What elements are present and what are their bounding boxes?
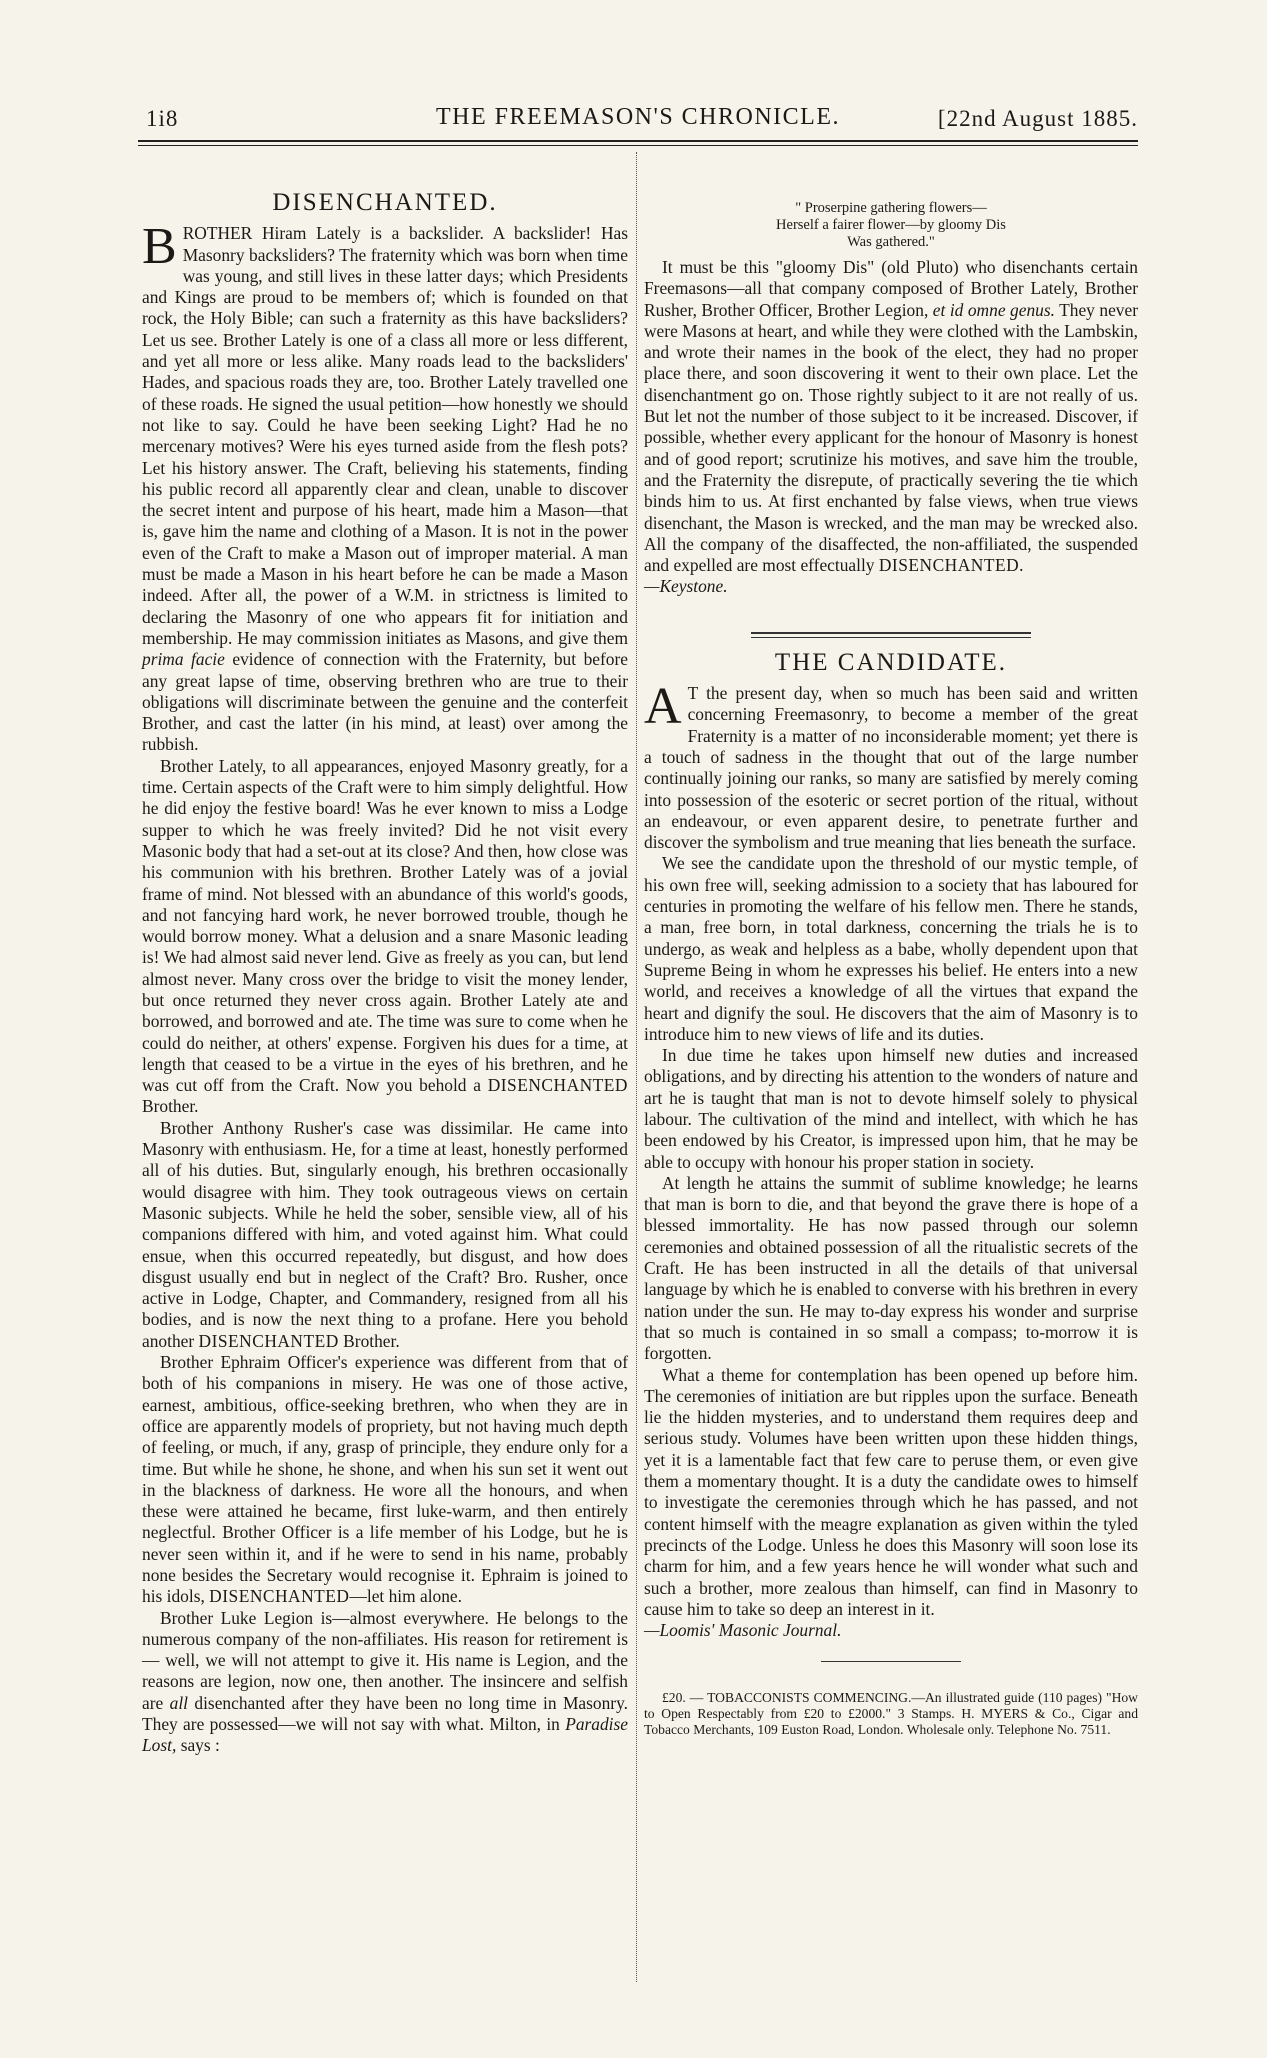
article1-paragraph [142, 1608, 628, 1757]
text-run: Brother Ephraim Officer's experience was different from that of both of his companions in misery. He was one of those active, earnest, ambitious, office-seeking brethren, who when they are in office are apparently models of propriety, but not having much depth of feeling, or much, if any, grasp of principle, they endure only for a time. But while he shone, he shone, and when his sun set it went out in the blackness of darkness. He wore all the honours, and when these were attained he became, first luke-warm, and then entirely neglectful. Brother Officer is a life member of his Lodge, but he is never seen within it, and if he were to send in his name, probably none besides the Secretary would recognise it. Ephraim is joined to his idols, [142, 1352, 628, 1607]
text-run: It must be this "gloomy Dis" (old Pluto) who disenchants certain Freemasons—all that company composed of Brother Lately, Brother Rusher, Brother Officer, Brother Legion, [644, 257, 1138, 320]
page-header [138, 104, 1138, 138]
dropcap: A [644, 678, 682, 736]
text-run: Brother Luke Legion is—almost everywhere. He belongs to the numerous company of the non-affiliates. His reason for retirement is — well, we will not attempt to give it. His name is Legion, and the reasons are legion, now one, then another. The insincere and selfish are [142, 1607, 628, 1713]
article1-paragraph [142, 756, 628, 1118]
dropcap: B [142, 218, 177, 276]
article-title-candidate: THE CANDIDATE. [774, 648, 1008, 676]
text-run: Brother. [343, 1330, 400, 1351]
left-column [142, 152, 628, 1757]
smallcaps-run: DISENCHANTED [209, 1586, 350, 1607]
article1-paragraph [142, 1352, 628, 1608]
text-run: says : [180, 1735, 220, 1756]
right-column [644, 152, 1138, 1738]
quote-line: Herself a fairer flower—by gloomy Dis [776, 217, 1006, 233]
text-run: ROTHER Hiram Lately is a backslider. A backslider! Has Masonry backsliders? The fraternity which was born when time was young, and still lives in these latter days; which Presidents and Kings are proud to be members of; which is founded on that rock, the Holy Bible; can such a fraternity as this have backsliders? Let us see. Brother Lately is one of a class all more or less different, and yet all more or less alike. Many roads lead to the backsliders' Hades, and spacious roads they are, too. Brother Lately travelled one of these roads. He signed the usual petition—how honestly we should not like to say. Could he have been seeking Light? Had he no mercenary motives? Were his eyes turned aside from the flesh pots? Let his history answer. The Craft, believing his statements, finding his public record all apparently clear and clean, unable to discover the secret intent and purpose of his heart, made him a Mason—that is, gave him the name and clothing of a Mason. It is not in the power even of the Craft to make a Mason out of improper material. A man must be made a Mason in his heart before he can be made a Mason indeed. After all, the power of a W.M. in strictness is limited to declaring the Masonry of one who appears fit for initiation and membership. He may commission initiates as Masons, and give them [142, 223, 628, 648]
smallcaps-run: DISENCHANTED. [878, 555, 1024, 576]
quote-line: " Proserpine gathering flowers— [795, 200, 987, 216]
italic-run: prima facie [142, 649, 225, 670]
italic-run: all [169, 1692, 188, 1713]
article-title-disenchanted: DISENCHANTED. [272, 189, 498, 216]
article2-paragraph: We see the candidate upon the threshold of our mystic temple, of his own free will, seeking admission to a society that has laboured for centuries in promoting the welfare of his fellow men. There he stands, a man, free born, in total darkness, concerning the trials he is to undergo, as weak and helpless as a babe, wholly dependent upon that Supreme Being in whom he expresses his belief. He enters into a new world, and receives a knowledge of all the virtues that expand the heart and dignify the soul. He discovers that the aim of Masonry is to introduce him to new views of life and its duties. [644, 853, 1138, 1044]
article1-paragraph [644, 257, 1138, 576]
page-number: 1i8 [146, 106, 179, 131]
article1-paragraph [142, 218, 628, 755]
smallcaps-run: DISENCHANTED [198, 1330, 339, 1351]
article2-source: —Loomis' Masonic Journal. [644, 1620, 842, 1641]
article1-source: —Keystone. [644, 576, 728, 597]
text-run: disenchanted after they have been no long time in Masonry. They are possessed—we will not say with what. Milton, in [142, 1692, 628, 1735]
header-rule [138, 140, 1138, 142]
advertisement: £20. — TOBACCONISTS COMMENCING.—An illustrated guide (110 pages) "How to Open Respectably from £20 to £2000." 3 Stamps. H. MYERS & Co., Cigar and Tobacco Merchants, 109 Euston Road, London. Wholesale only. Telephone No. 7511. [644, 1690, 1138, 1738]
advert-rule [821, 1661, 961, 1662]
article2-paragraph [644, 678, 1138, 853]
milton-quote [644, 200, 1138, 251]
article-separator-thin [751, 637, 1031, 638]
text-run: They never were Masons at heart, and while they were clothed with the Lambskin, and wrote their names in the book of the elect, they had no proper place there, and soon discovering it went to their own place. Let the disenchantment go on. Those rightly subject to it are not really of us. But let not the number of those subject to it be increased. Discover, if possible, whether every applicant for the honour of Masonry is honest and of good report; scrutinize his motives, and save him the trouble, and the Fraternity the disrepute, of practically severing the tie which binds him to us. At first enchanted by false views, when true views disenchant, the Mason is wrecked, and the man may be wrecked also. All the company of the disaffected, the non-affiliated, the suspended and expelled are most effectually [644, 299, 1138, 576]
publication-title: THE FREEMASON'S CHRONICLE. [435, 104, 840, 130]
text-run: Brother. [142, 1096, 199, 1117]
text-run: T the present day, when so much has been said and written concerning Freemasonry, to become a member of the great Fraternity is a matter of no inconsiderable moment; yet there is a touch of sadness in the thought that out of the large number continually joining our ranks, so many are satisfied by merely coming into possession of the esoteric or secret portion of the ritual, without an endeavour, or even apparent desire, to penetrate further and discover the symbolism and true meaning that lies beneath the surface. [644, 683, 1138, 853]
article1-paragraph [142, 1118, 628, 1352]
text-run: —let him alone. [349, 1586, 462, 1607]
text-run: Brother Anthony Rusher's case was dissimilar. He came into Masonry with enthusiasm. He, for a time at least, honestly performed all of his duties. But, singularly enough, his brethren occasionally would disagree with him. They took outrageous views on certain Masonic subjects. While he held the sober, sensible view, all of his companions differed with him, and voted against him. What could ensue, when this occurred repeatedly, but disgust, and how does disgust usually end but in neglect of the Craft? Bro. Rusher, once active in Lodge, Chapter, and Commandery, resigned from all his bodies, and is now the next thing to a profane. Here you behold another [142, 1117, 628, 1351]
quote-line: Was gathered." [847, 234, 935, 250]
article2-paragraph: What a theme for contemplation has been opened up before him. The ceremonies of initiation are but ripples upon the surface. Beneath lie the hidden mysteries, and to understand them requires deep and serious study. Volumes have been written upon these hidden things, yet it is a lamentable fact that few care to peruse them, or even give them a momentary thought. It is a duty the candidate owes to himself to investigate the ceremonies through which he has passed, and not content himself with the meagre explanation as given within the tyled precincts of the Lodge. Unless he does this Masonry will soon lose its charm for him, and a few years hence he will wonder what such and such a brother, more zealous than himself, can find in Masonry to cause him to take so deep an interest in it. [644, 1364, 1138, 1619]
issue-date: [22nd August 1885. [937, 106, 1138, 131]
italic-run: et id omne genus. [932, 299, 1055, 320]
smallcaps-run: DISENCHANTED [487, 1075, 628, 1096]
article-separator [751, 632, 1031, 634]
column-divider [636, 152, 637, 1982]
text-run: Brother Lately, to all appearances, enjoyed Masonry greatly, for a time. Certain aspects of the Craft were to him simply delightful. How he did enjoy the festive board! Was he ever known to miss a Lodge supper to which he was freely invited? Did he not visit every Masonic body that had a set-out at its close? And then, how close was his communion with his brethren. Brother Lately was of a jovial frame of mind. Not blessed with an abundance of this world's goods, and not fancying hard work, he never borrowed trouble, though he would borrow money. What a delusion and a snare Masonic leading is! We had almost said never lend. Give as freely as you can, but lend almost never. Many cross over the bridge to visit the money lender, but once returned they never cross again. Brother Lately ate and borrowed, and borrowed and ate. The time was sure to come when he could do neither, at others' expense. Forgiven his dues for a time, at length that ceased to be a virtue in the eyes of his brethren, and he was cut off from the Craft. Now you behold a [142, 755, 628, 1096]
italic-run: Paradise Lost, [142, 1714, 628, 1756]
text-run: evidence of connection with the Fraternity, but before any great lapse of time, observing brethren who are true to their obligations will discriminate between the genuine and the conterfeit Brother, and cast the latter (in his mind, at least) over among the rubbish. [142, 649, 628, 755]
header-rule-thin [138, 145, 1138, 146]
article2-paragraph: In due time he takes upon himself new duties and increased obligations, and by directing his attention to the wonders of nature and art he is taught that man is not to devote himself solely to physical labour. The cultivation of the mind and intellect, with which he has been endowed by his Creator, is impressed upon him, that he may be able to occupy with honour his proper station in society. [644, 1045, 1138, 1172]
article2-paragraph: At length he attains the summit of sublime knowledge; he learns that man is born to die, and that beyond the grave there is hope of a blessed immortality. He has now passed through our solemn ceremonies and obtained possession of all the ritualistic secrets of the Craft. He has been instructed in all the details of that universal language by which he is enabled to converse with his brethren in every nation under the sun. He may to-day express his wonder and surprise that so much is contained in so small a compass; to-morrow it is forgotten. [644, 1172, 1138, 1364]
